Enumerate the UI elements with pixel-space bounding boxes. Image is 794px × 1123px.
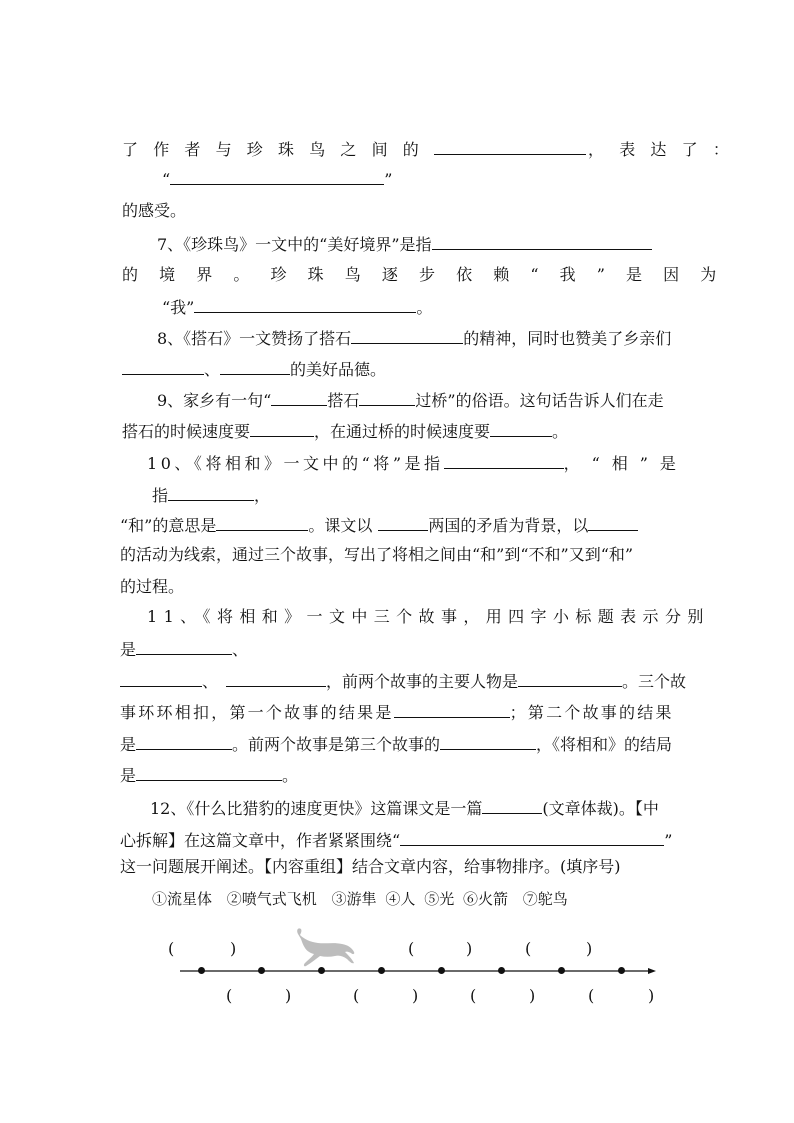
q10-text: 10、《将相和》一文中的“将”是指 (147, 454, 444, 473)
q6-open-quote: “ (162, 170, 171, 189)
option-3: ③游隼 (331, 890, 377, 908)
q10-line1 (147, 452, 688, 474)
line-point (318, 967, 325, 974)
q8-text-2: 的精神，同时也赞美了乡亲们 (463, 329, 672, 348)
paren-open: ( (226, 986, 233, 1005)
q10-blank-5[interactable] (588, 514, 638, 531)
paren-close: ) (648, 986, 655, 1005)
q10-comma: ， (254, 486, 271, 505)
q8-ending: 的美好品德。 (290, 360, 387, 379)
q11-text-5: ；第二个故事的结果 (509, 703, 674, 722)
q10-blank-4[interactable] (378, 514, 428, 531)
q6-blank-1[interactable] (434, 138, 586, 155)
q11-is-3: 是 (120, 766, 137, 785)
q10-text-4: 。课文以 (308, 516, 373, 535)
q12-text-3: 心拆解】在这篇文章中，作者紧紧围绕“ (120, 831, 401, 850)
q10-blank-1[interactable] (444, 452, 564, 469)
line-point (498, 967, 505, 974)
q6-text: 了作者与珍珠鸟之间的 (122, 140, 435, 159)
q9-text-4: ，在通过桥的时候速度要 (314, 422, 491, 441)
paren-open: ( (353, 986, 360, 1005)
q11-period: 。 (282, 766, 299, 785)
q9-blank-3[interactable] (250, 420, 314, 437)
q7-period: 。 (416, 298, 433, 317)
q11-blank-5[interactable] (394, 701, 510, 718)
paren-open: ( (525, 939, 532, 958)
q8-blank-1[interactable] (351, 327, 463, 344)
q7-line2 (122, 265, 737, 285)
q7-line1 (157, 233, 652, 255)
paren-close: ) (529, 986, 536, 1005)
line-point (618, 967, 625, 974)
q11-line4 (120, 701, 674, 723)
q9-text-2: 过桥”的俗语。这句话告诉人们在走 (415, 391, 664, 410)
q6-line2 (162, 168, 392, 190)
paren-open: ( (470, 986, 477, 1005)
q8-blank-3[interactable] (220, 358, 290, 375)
q7-blank-1[interactable] (432, 233, 652, 250)
q12-options (152, 889, 568, 909)
q9-period: 。 (552, 422, 569, 441)
q12-line2 (120, 829, 672, 851)
paren-open: ( (588, 986, 595, 1005)
q11-sep-1: 、 (232, 640, 249, 659)
option-6: ⑥火箭 (462, 890, 508, 908)
q10-line2 (152, 484, 270, 506)
q11-text: 11、《将相和》一文中三个故事，用四字小标题表示分别 (147, 607, 710, 626)
q12-close-quote: ” (664, 831, 673, 850)
q10-text-6: 的活动为线索，通过三个故事，写出了将相之间由“和”到“不和”又到“和” (120, 545, 634, 564)
q8-blank-2[interactable] (122, 358, 204, 375)
line-point (438, 967, 445, 974)
q8-line2 (122, 358, 386, 380)
q9-blank-4[interactable] (490, 420, 552, 437)
q11-blank-8[interactable] (136, 764, 282, 781)
q10-blank-2[interactable] (168, 484, 254, 501)
q11-blank-1[interactable] (136, 638, 232, 655)
q11-line5 (120, 733, 672, 755)
paren-open: ( (168, 939, 175, 958)
q12-text-4: 这一问题展开阐述。【内容重组】结合文章内容，给事物排序。(填序号) (120, 857, 621, 876)
q11-line1 (147, 607, 710, 627)
q10-line5 (120, 577, 184, 597)
q12-text: 12、《什么比猎豹的速度更快》这篇课文是一篇 (150, 799, 483, 818)
q12-text-2: (文章体裁)。【中 (542, 799, 659, 818)
option-1: ①流星体 (152, 890, 213, 908)
paren-close: ) (285, 986, 292, 1005)
q11-text-2: ，前两个故事的主要人物是 (326, 672, 519, 691)
q8-line1 (157, 327, 671, 349)
option-4: ④人 (385, 890, 416, 908)
paren-close: ) (412, 986, 419, 1005)
q6-expressed: 表达了： (619, 140, 745, 159)
option-5: ⑤光 (424, 890, 455, 908)
q7-text: 7、《珍珠鸟》一文中的“美好境界”是指 (157, 235, 432, 254)
line-point (558, 967, 565, 974)
q11-sep-2: 、 (202, 672, 219, 691)
q11-blank-4[interactable] (518, 670, 622, 687)
q8-text: 8、《搭石》一文赞扬了搭石 (157, 329, 352, 348)
q7-line3 (162, 296, 432, 318)
q11-text-3: 。三个故 (622, 672, 687, 691)
q10-refers: 指 (152, 486, 169, 505)
cheetah-icon (292, 926, 358, 968)
q10-text-5: 两国的矛盾为背景，以 (428, 516, 589, 535)
q11-line6 (120, 764, 298, 786)
q7-text-2: 的境界。珍珠鸟逐步依赖“我”是因为 (122, 265, 738, 284)
q12-blank-genre[interactable] (482, 797, 542, 814)
q11-text-6: 。前两个故事是第三个故事的 (232, 735, 441, 754)
q11-blank-2[interactable] (120, 670, 202, 687)
q6-line3 (122, 201, 186, 221)
q9-line2 (122, 420, 568, 442)
paren-close: ) (466, 939, 473, 958)
q9-blank-1[interactable] (271, 389, 327, 406)
q9-line1 (157, 389, 664, 411)
line-point (378, 967, 385, 974)
q10-text-3: “和”的意思是 (120, 516, 217, 535)
q12-blank-question[interactable] (400, 829, 664, 846)
q7-me: “我” (162, 298, 195, 317)
paren-close: ) (586, 939, 593, 958)
q12-line3 (120, 857, 621, 877)
q11-line3 (120, 670, 686, 692)
q11-blank-3[interactable] (226, 670, 326, 687)
line-point (258, 967, 265, 974)
q8-sep: 、 (204, 360, 221, 379)
paren-close: ) (230, 939, 237, 958)
q9-text-3: 搭石的时候速度要 (122, 422, 251, 441)
q12-line1 (150, 797, 659, 819)
q6-close-quote: ” (384, 170, 393, 189)
q11-blank-7[interactable] (440, 733, 536, 750)
q6-blank-2[interactable] (170, 168, 384, 185)
q11-is-2: 是 (120, 735, 137, 754)
q10-line4 (120, 545, 633, 565)
q7-blank-2[interactable] (194, 296, 416, 313)
q11-is: 是 (120, 640, 137, 659)
q11-text-7: ，《将相和》的结局 (536, 735, 673, 754)
number-line (178, 964, 658, 978)
q10-text-7: 的过程。 (120, 577, 185, 596)
q11-blank-6[interactable] (136, 733, 232, 750)
q9-text: 9、家乡有一句“ (157, 391, 272, 410)
paren-open: ( (408, 939, 415, 958)
option-7: ⑦鸵鸟 (522, 890, 568, 908)
q11-line2 (120, 638, 248, 660)
q10-text-2: ，“相”是 (563, 454, 688, 473)
q9-blank-2[interactable] (359, 389, 415, 406)
q10-line3 (120, 514, 638, 536)
q11-text-4: 事环环相扣，第一个故事的结果是 (120, 703, 394, 722)
line-point (198, 967, 205, 974)
option-2: ②喷气式飞机 (226, 890, 317, 908)
q6-comma: ， (588, 140, 620, 159)
q6-ending: 的感受。 (122, 201, 187, 220)
q10-blank-3[interactable] (216, 514, 308, 531)
q9-stone: 搭石 (327, 391, 360, 410)
q6-line1 (122, 138, 744, 160)
